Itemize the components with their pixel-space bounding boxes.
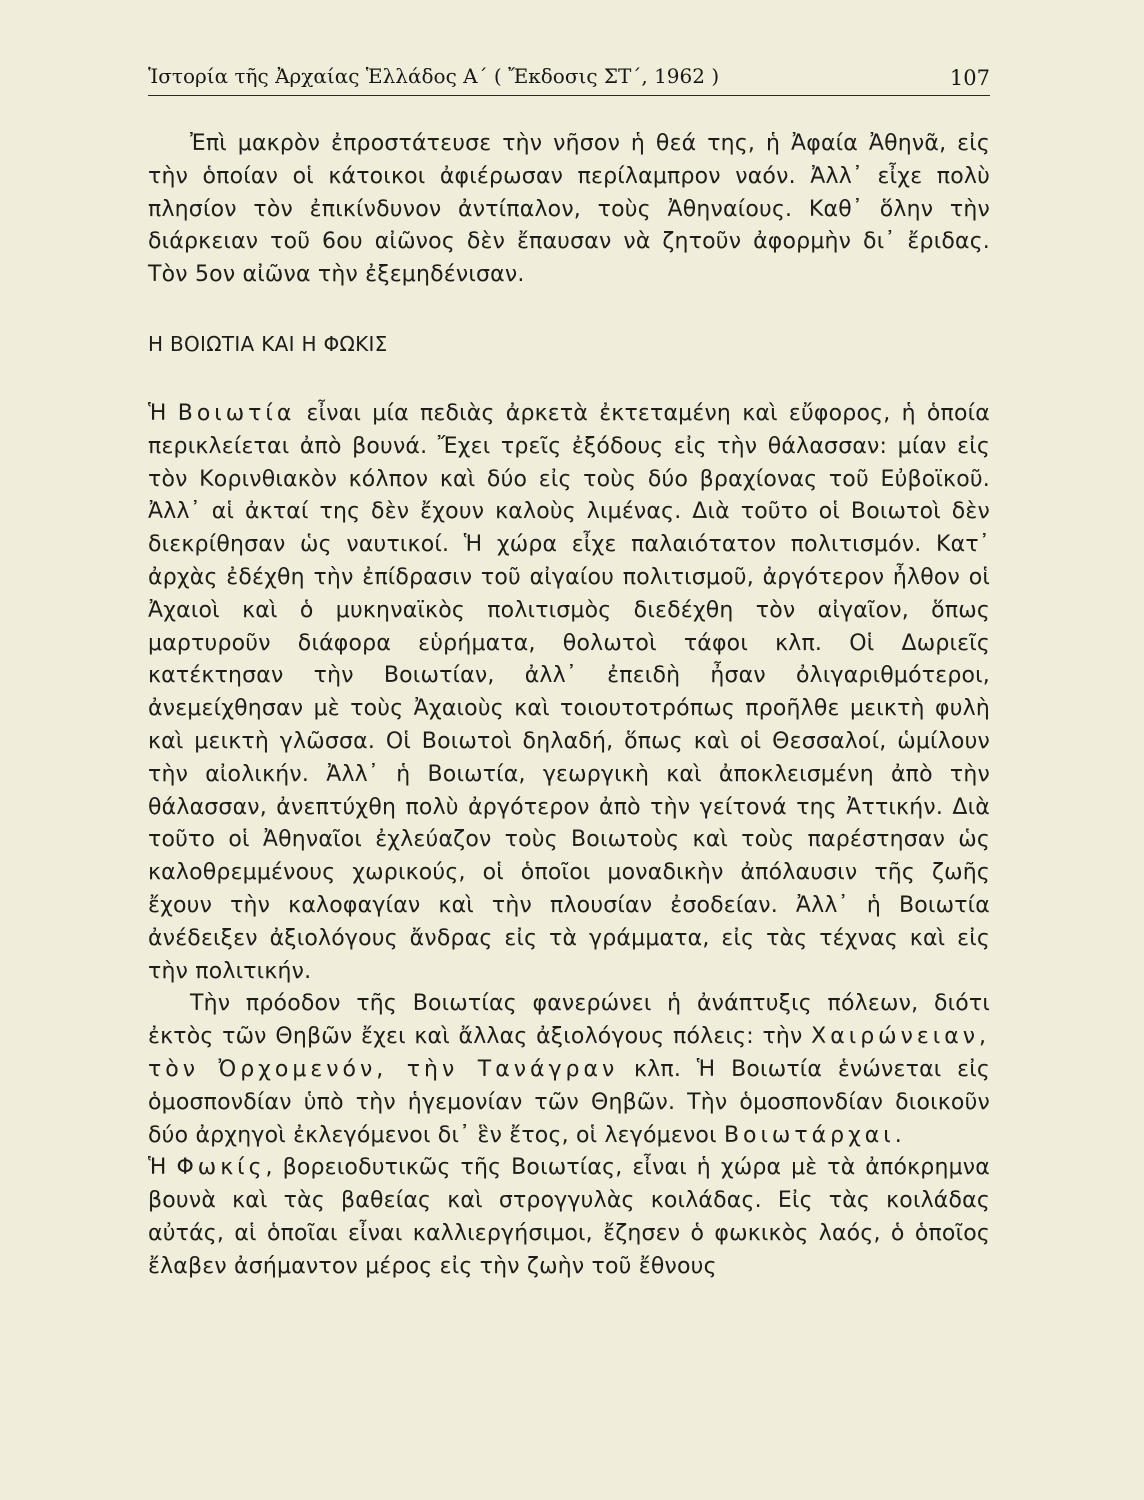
boeotia-prefix: Ἡ: [148, 400, 178, 426]
cities-term-2: Βοιωτάρχαι: [723, 1122, 895, 1148]
boeotia-term: Βοιωτία: [177, 400, 296, 426]
phocis-term: Φωκίς: [176, 1155, 266, 1181]
phocis-prefix: Ἡ: [148, 1155, 177, 1181]
cities-end: .: [894, 1122, 902, 1148]
running-header: [148, 58, 990, 94]
page-number: 107: [949, 66, 990, 90]
section-heading: Η ΒΟΙΩΤΙΑ ΚΑΙ Η ΦΩΚΙΣ: [148, 331, 388, 356]
paragraph-phocis: [148, 1152, 990, 1283]
paragraph-aegina: Ἐπὶ μακρὸν ἐπροστάτευσε τὴν νῆσον ἡ θεά της, ἡ Ἀφαία Ἀθηνᾶ, εἰς τὴν ὁποίαν οἱ κάτοικοι ἀφιέρωσαν περίλαμπρον ναόν. Ἀλλ᾽ εἶχε πολὺ πλησίον τὸν ἐπικίνδυνον ἀντίπαλον, τοὺς Ἀθηναίους. Καθ᾽ ὅλην τὴν διάρκειαν τοῦ 6ου αἰῶνος δὲν ἔπαυσαν νὰ ζητοῦν ἀφορμὴν δι᾽ ἔριδας. Τὸν 5ον αἰῶνα τὴν ἐξεμηδένισαν.: [148, 131, 990, 288]
paragraph-cities: [148, 988, 990, 1152]
body-text: [148, 128, 990, 1284]
paragraph-boeotia: [148, 398, 990, 988]
phocis-text: , βορειοδυτικῶς τῆς Βοιωτίας, εἶναι ἡ χώρα μὲ τὰ ἀπόκρημνα βουνὰ καὶ τὰς βαθείας καὶ στρογγυλὰς κοιλάδας. Εἰς τὰς κοιλάδας αὐτάς, αἱ ὁποῖαι εἶναι καλλιεργήσιμοι, ἔζησεν ὁ φωκικὸς λαός, ὁ ὁποῖος ἔλαβεν ἀσήμαντον μέρος εἰς τὴν ζωὴν τοῦ ἔθνους: [148, 1155, 990, 1279]
running-title: Ἱστορία τῆς Ἀρχαίας Ἑλλάδος Α΄ ( Ἔκδοσις ΣΤ΄, 1962 ): [148, 64, 720, 88]
header-rule: [148, 95, 990, 96]
boeotia-text: εἶναι μία πεδιὰς ἀρκετὰ ἐκτεταμένη καὶ εὔφορος, ἡ ὁποία περικλείεται ἀπὸ βουνά. Ἔχει τρεῖς ἐξόδους εἰς τὴν θάλασσαν: μίαν εἰς τὸν Κορινθιακὸν κόλπον καὶ δύο εἰς τοὺς δύο βραχίονας τοῦ Εὐβοϊκοῦ. Ἀλλ᾽ αἱ ἀκταί της δὲν ἔχουν καλοὺς λιμένας. Διὰ τοῦτο οἱ Βοιωτοὶ δὲν διεκρίθησαν ὡς ναυτικοί. Ἡ χώρα εἶχε παλαιότατον πολιτισμόν. Κατ᾽ ἀρχὰς ἐδέχθη τὴν ἐπίδρασιν τοῦ αἰγαίου πολιτισμοῦ, ἀργότερον ἦλθον οἱ Ἀχαιοὶ καὶ ὁ μυκηναϊκὸς πολιτισμὸς διεδέχθη τὸν αἰγαῖον, ὅπως μαρτυροῦν διάφορα εὑρήματα, θολωτοὶ τάφοι κλπ. Οἱ Δωριεῖς κατέκτησαν τὴν Βοιωτίαν, ἀλλ᾽ ἐπειδὴ ἦσαν ὀλιγαριθμότεροι, ἀνεμείχθησαν μὲ τοὺς Ἀχαιοὺς καὶ τοιουτοτρόπως προῆλθε μεικτὴ φυλὴ καὶ μεικτὴ γλῶσσα. Οἱ Βοιωτοὶ δηλαδή, ὅπως καὶ οἱ Θεσσαλοί, ὡμίλουν τὴν αἰολικήν. Ἀλλ᾽ ἡ Βοιωτία, γεωργικὴ καὶ ἀποκλεισμένη ἀπὸ τὴν θάλασσαν, ἀνεπτύχθη πολὺ ἀργότερον ἀπὸ τὴν γείτονά της Ἀττικήν. Διὰ τοῦτο οἱ Ἀθηναῖοι ἐχλεύαζον τοὺς Βοιωτοὺς καὶ τοὺς παρέστησαν ὡς καλοθρεμμένους χωρικούς, οἱ ὁποῖοι μοναδικὴν ἀπόλαυσιν τῆς ζωῆς ἔχουν τὴν καλοφαγίαν καὶ τὴν πλουσίαν ἐσοδείαν. Ἀλλ᾽ ἡ Βοιωτία ἀνέδειξεν ἀξιολόγους ἄνδρας εἰς τὰ γράμματα, εἰς τὰς τέχνας καὶ εἰς τὴν πολιτικήν.: [148, 400, 990, 984]
cities-text-2: κλπ. Ἡ Βοιωτία ἑνώνεται εἰς ὁμοσπονδίαν ὑπὸ τὴν ἡγεμονίαν τῶν Θηβῶν. Τὴν ὁμοσπονδίαν διοικοῦν δύο ἀρχηγοὶ ἐκλεγόμενοι δι᾽ ἓν ἔτος, οἱ λεγόμενοι: [148, 1056, 990, 1148]
cities-text-1: Τὴν πρόοδον τῆς Βοιωτίας φανερώνει ἡ ἀνάπτυξις πόλεων, διότι ἐκτὸς τῶν Θηβῶν ἔχει καὶ ἄλλας ἀξιολόγους πόλεις: τὴν: [148, 991, 990, 1050]
cities-term-1: Χαιρώνειαν, τὸν Ὀρχομενόν, τὴν Τανάγραν: [148, 1024, 990, 1082]
